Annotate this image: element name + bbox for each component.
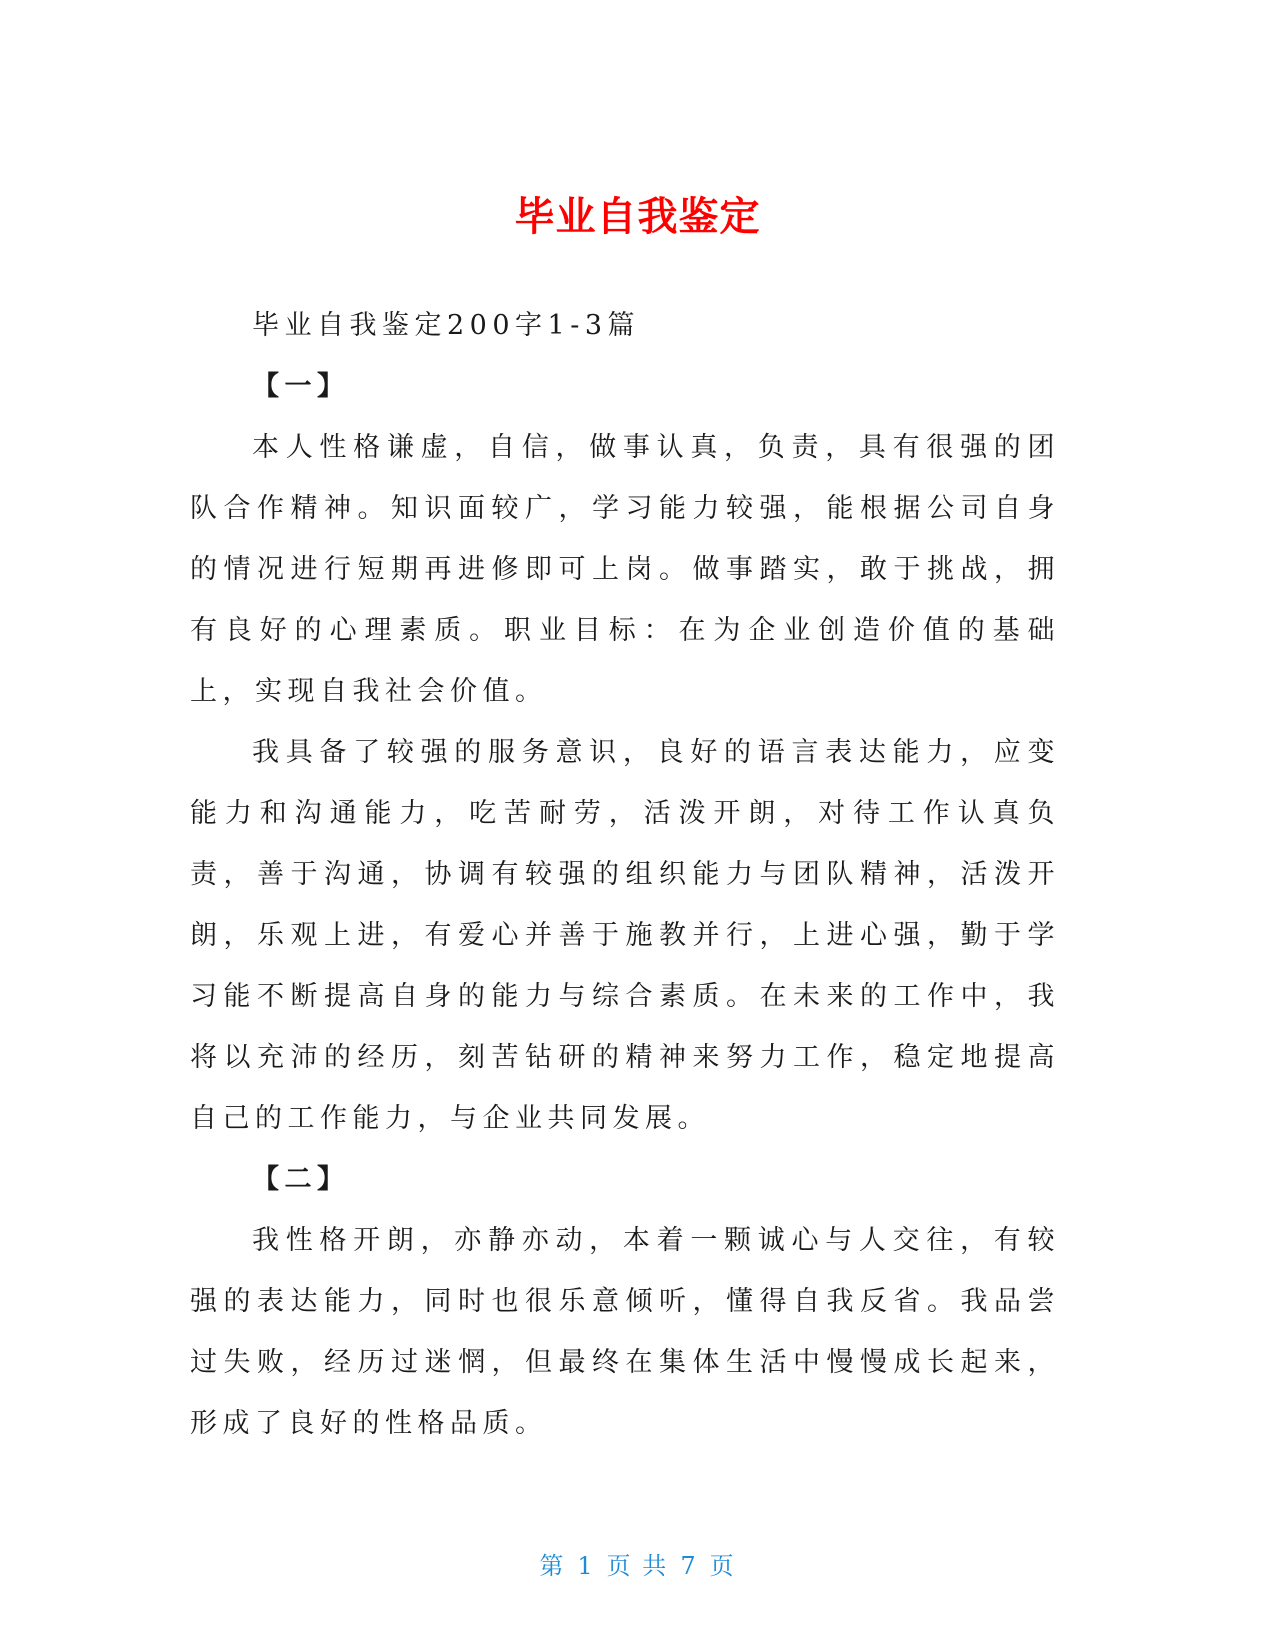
section-heading-2: 【二】 (252, 1164, 350, 1195)
footer-mid: 页 共 (606, 1552, 669, 1580)
section-heading-1: 【一】 (252, 371, 350, 402)
footer-page-current: 1 (577, 1552, 595, 1580)
footer-page-total: 7 (680, 1552, 698, 1580)
footer-prefix: 第 (539, 1552, 566, 1580)
document-subtitle: 毕业自我鉴定200字1-3篇 (252, 310, 641, 341)
page-footer (0, 1546, 1275, 1581)
paragraph: 我具备了较强的服务意识，良好的语言表达能力，应变能力和沟通能力，吃苦耐劳，活泼开朗，对待工作认真负责，善于沟通，协调有较强的组织能力与团队精神，活泼开朗，乐观上进，有爱心并善于施教并行，上进心强，勤于学习能不断提高自身的能力与综合素质。在未来的工作中，我将以充沛的经历，刻苦钻研的精神来努力工作，稳定地提高自己的工作能力，与企业共同发展。 (190, 737, 1060, 1134)
footer-suffix: 页 (709, 1552, 736, 1580)
page-title: 毕业自我鉴定 (514, 193, 761, 240)
paragraph: 本人性格谦虚，自信，做事认真，负责，具有很强的团队合作精神。知识面较广，学习能力较强，能根据公司自身的情况进行短期再进修即可上岗。做事踏实，敢于挑战，拥有良好的心理素质。职业目标：在为企业创造价值的基础上，实现自我社会价值。 (190, 432, 1060, 707)
paragraph: 我性格开朗，亦静亦动，本着一颗诚心与人交往，有较强的表达能力，同时也很乐意倾听，懂得自我反省。我品尝过失败，经历过迷惘，但最终在集体生活中慢慢成长起来，形成了良好的性格品质。 (190, 1225, 1060, 1439)
document-body (190, 295, 1060, 1454)
